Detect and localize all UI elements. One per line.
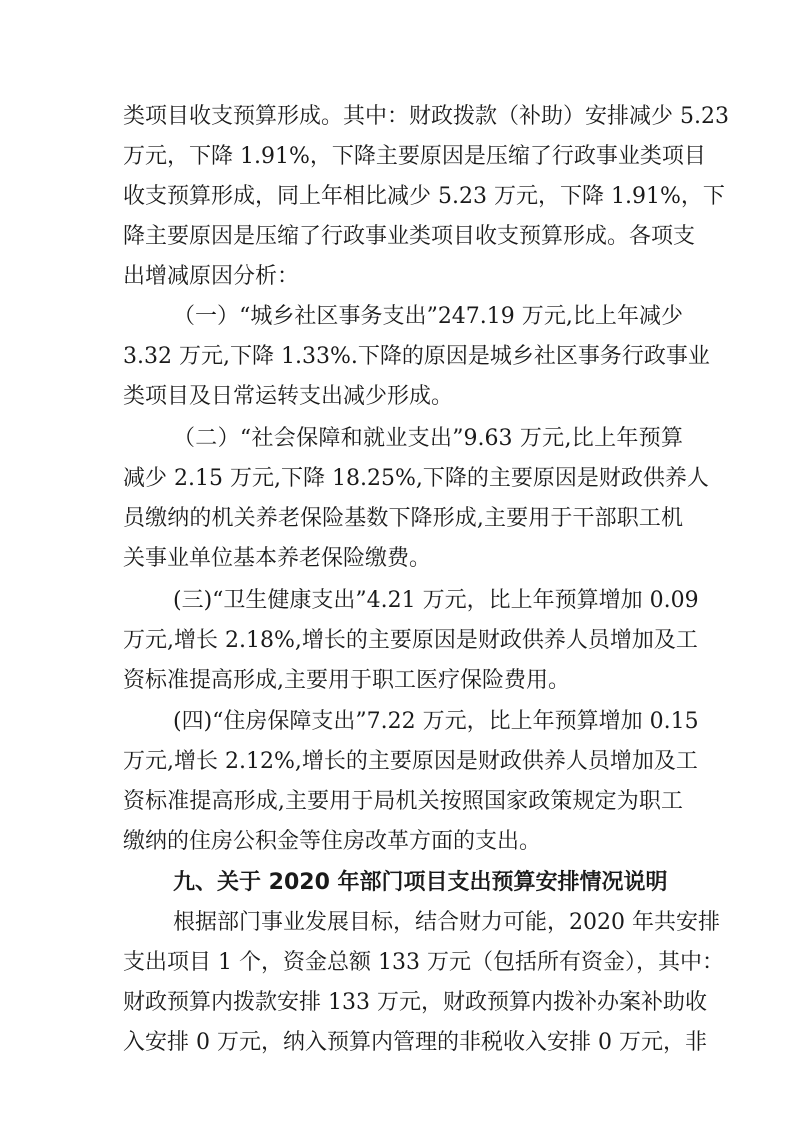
section-heading: 九、关于 2020 年部门项目支出预算安排情况说明	[173, 870, 668, 895]
paragraph-project-first-line: 根据部门事业发展目标，结合财力可能，2020 年共安排	[173, 910, 720, 935]
body-text-line: 支出项目 1 个，资金总额 133 万元（包括所有资金），其中：	[123, 950, 724, 975]
body-text-line: 资标准提高形成,主要用于职工医疗保险费用。	[123, 668, 570, 693]
body-text-line: 万元,增长 2.18%,增长的主要原因是财政供养人员增加及工	[123, 628, 698, 653]
body-text-line: 员缴纳的机关养老保险基数下降形成,主要用于干部职工机	[123, 506, 683, 531]
body-text-line: 类项目及日常运转支出减少形成。	[123, 384, 454, 409]
paragraph-social-security-first-line: （二）“社会保障和就业支出”9.63 万元,比上年预算	[173, 426, 683, 451]
body-text-line: 类项目收支预算形成。其中：财政拨款（补助）安排减少 5.23	[123, 104, 729, 129]
body-text-line: 万元,增长 2.12%,增长的主要原因是财政供养人员增加及工	[123, 749, 698, 774]
body-text-line: 资标准提高形成,主要用于局机关按照国家政策规定为职工	[123, 789, 683, 814]
body-text-line: 缴纳的住房公积金等住房改革方面的支出。	[123, 829, 542, 854]
body-text-line: 减少 2.15 万元,下降 18.25%,下降的主要原因是财政供养人	[123, 466, 709, 491]
body-text-line: 入安排 0 万元，纳入预算内管理的非税收入安排 0 万元，非	[123, 1030, 707, 1055]
body-text-line: 万元，下降 1.91%，下降主要原因是压缩了行政事业类项目	[123, 144, 706, 169]
paragraph-housing-first-line: (四)“住房保障支出”7.22 万元，比上年预算增加 0.15	[173, 709, 699, 734]
body-text-line: 出增减原因分析：	[123, 264, 300, 289]
body-text-line: 财政预算内拨款安排 133 万元，财政预算内拨补办案补助收	[123, 990, 707, 1015]
body-text-line: 关事业单位基本养老保险缴费。	[123, 546, 432, 571]
body-text-line: 降主要原因是压缩了行政事业类项目收支预算形成。各项支	[123, 224, 696, 249]
body-text-line: 收支预算形成，同上年相比减少 5.23 万元，下降 1.91%，下	[123, 184, 725, 209]
paragraph-urban-rural-first-line: （一）“城乡社区事务支出”247.19 万元,比上年减少	[173, 304, 683, 329]
body-text-line: 3.32 万元,下降 1.33%.下降的原因是城乡社区事务行政事业	[123, 344, 710, 369]
paragraph-health-first-line: (三)“卫生健康支出”4.21 万元，比上年预算增加 0.09	[173, 588, 699, 613]
